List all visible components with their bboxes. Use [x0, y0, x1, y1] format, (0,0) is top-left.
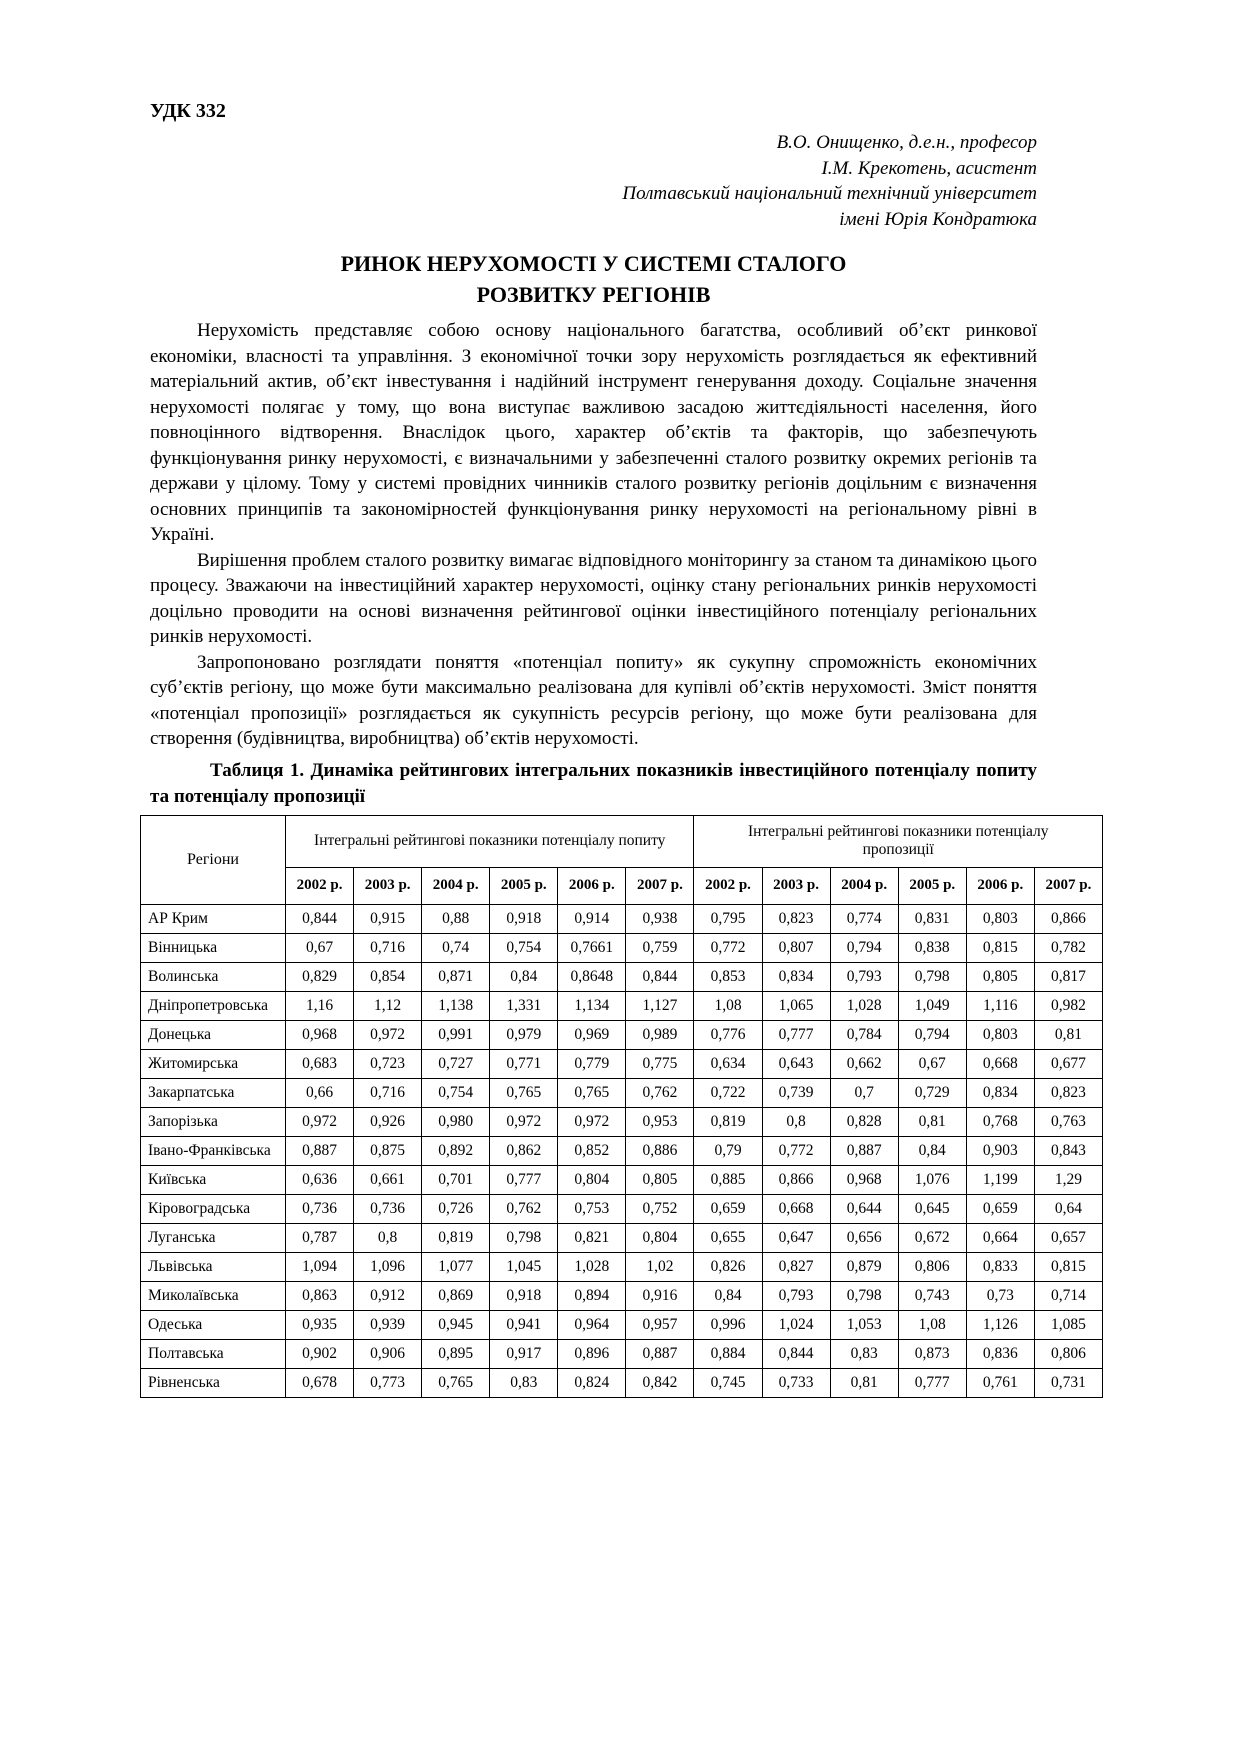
value-cell: 0,729: [898, 1078, 966, 1107]
value-cell: 0,84: [490, 962, 558, 991]
value-cell: 0,726: [422, 1194, 490, 1223]
value-cell: 0,938: [626, 904, 694, 933]
value-cell: 0,753: [558, 1194, 626, 1223]
value-cell: 0,74: [422, 933, 490, 962]
value-cell: 0,896: [558, 1339, 626, 1368]
value-cell: 0,915: [354, 904, 422, 933]
value-cell: 1,138: [422, 991, 490, 1020]
value-cell: 0,844: [762, 1339, 830, 1368]
region-cell: Полтавська: [141, 1339, 286, 1368]
value-cell: 0,823: [1034, 1078, 1102, 1107]
value-cell: 0,773: [354, 1368, 422, 1397]
value-cell: 1,12: [354, 991, 422, 1020]
year-header-cell: 2005 р.: [490, 867, 558, 904]
value-cell: 0,772: [762, 1136, 830, 1165]
value-cell: 1,065: [762, 991, 830, 1020]
value-cell: 0,643: [762, 1049, 830, 1078]
value-cell: 0,957: [626, 1310, 694, 1339]
value-cell: 0,982: [1034, 991, 1102, 1020]
table-row: [141, 1339, 1103, 1368]
value-cell: 0,996: [694, 1310, 762, 1339]
value-cell: 0,805: [626, 1165, 694, 1194]
table-row: [141, 1049, 1103, 1078]
value-cell: 0,916: [626, 1281, 694, 1310]
value-cell: 1,126: [966, 1310, 1034, 1339]
value-cell: 0,795: [694, 904, 762, 933]
value-cell: 0,935: [286, 1310, 354, 1339]
value-cell: 0,668: [966, 1049, 1034, 1078]
value-cell: 0,902: [286, 1339, 354, 1368]
value-cell: 0,81: [1034, 1020, 1102, 1049]
value-cell: 0,656: [830, 1223, 898, 1252]
value-cell: 0,79: [694, 1136, 762, 1165]
value-cell: 0,779: [558, 1049, 626, 1078]
value-cell: 0,752: [626, 1194, 694, 1223]
region-cell: Кіровоградська: [141, 1194, 286, 1223]
value-cell: 0,664: [966, 1223, 1034, 1252]
paper-title: [150, 248, 1037, 310]
value-cell: 0,918: [490, 1281, 558, 1310]
table-row: [141, 1252, 1103, 1281]
value-cell: 0,762: [490, 1194, 558, 1223]
value-cell: 0,805: [966, 962, 1034, 991]
year-header-cell: 2003 р.: [354, 867, 422, 904]
value-cell: 0,645: [898, 1194, 966, 1223]
value-cell: 0,678: [286, 1368, 354, 1397]
value-cell: 0,892: [422, 1136, 490, 1165]
byline: [150, 130, 1037, 232]
value-cell: 1,127: [626, 991, 694, 1020]
value-cell: 0,815: [1034, 1252, 1102, 1281]
value-cell: 0,866: [762, 1165, 830, 1194]
value-cell: 0,798: [898, 962, 966, 991]
value-cell: 1,094: [286, 1252, 354, 1281]
value-cell: 0,64: [1034, 1194, 1102, 1223]
value-cell: 0,701: [422, 1165, 490, 1194]
affiliation-line: імені Юрія Кондратюка: [839, 208, 1037, 230]
value-cell: 0,821: [558, 1223, 626, 1252]
value-cell: 0,731: [1034, 1368, 1102, 1397]
year-header-cell: 2005 р.: [898, 867, 966, 904]
paper-title-line-1: РИНОК НЕРУХОМОСТІ У СИСТЕМІ СТАЛОГО: [340, 251, 847, 276]
region-cell: Миколаївська: [141, 1281, 286, 1310]
year-header-cell: 2006 р.: [966, 867, 1034, 904]
value-cell: 0,677: [1034, 1049, 1102, 1078]
value-cell: 1,024: [762, 1310, 830, 1339]
value-cell: 0,759: [626, 933, 694, 962]
value-cell: 0,817: [1034, 962, 1102, 991]
value-cell: 0,736: [286, 1194, 354, 1223]
value-cell: 0,8: [762, 1107, 830, 1136]
value-cell: 0,804: [626, 1223, 694, 1252]
value-cell: 1,076: [898, 1165, 966, 1194]
value-cell: 1,049: [898, 991, 966, 1020]
value-cell: 0,895: [422, 1339, 490, 1368]
table-group-header-row: [141, 815, 1103, 867]
year-header-cell: 2004 р.: [830, 867, 898, 904]
value-cell: 0,941: [490, 1310, 558, 1339]
region-cell: АР Крим: [141, 904, 286, 933]
paragraph: Нерухомість представляє собою основу національного багатства, особливий об’єкт ринкової економіки, власності та управління. З економічної точки зору нерухомість розглядається як ефективний матеріальний актив, об’єкт інвестування і надійний інструмент генерування доходу. Соціальне значення нерухомості полягає у тому, що вона виступає важливою засадою життєдіяльності населення, його повноцінного відтворення. Внаслідок цього, характер об’єктів та факторів, що забезпечують функціонування ринку нерухомості, є визначальними у забезпеченні сталого розвитку окремих регіонів та держави у цілому. Тому у системі провідних чинників сталого розвитку регіонів доцільним є визначення основних принципів та закономірностей функціонування ринку нерухомості на регіональному рівні в Україні.: [150, 320, 1037, 545]
value-cell: 0,647: [762, 1223, 830, 1252]
value-cell: 0,972: [286, 1107, 354, 1136]
value-cell: 0,918: [490, 904, 558, 933]
value-cell: 0,765: [558, 1078, 626, 1107]
value-cell: 0,84: [694, 1281, 762, 1310]
value-cell: 0,939: [354, 1310, 422, 1339]
year-header-cell: 2004 р.: [422, 867, 490, 904]
value-cell: 0,815: [966, 933, 1034, 962]
region-cell: Львівська: [141, 1252, 286, 1281]
paragraph: Вирішення проблем сталого розвитку вимагає відповідного моніторингу за станом та динамікою цього процесу. Зважаючи на інвестиційний характер нерухомості, оцінку стану регіональних ринків нерухомості доцільно проводити на основі визначення рейтингової оцінки інвестиційного потенціалу регіональних ринків нерухомості.: [150, 549, 1037, 647]
region-cell: Вінницька: [141, 933, 286, 962]
value-cell: 0,831: [898, 904, 966, 933]
region-column-header: Регіони: [141, 815, 286, 904]
value-cell: 0,827: [762, 1252, 830, 1281]
value-cell: 0,736: [354, 1194, 422, 1223]
table-row: [141, 1165, 1103, 1194]
value-cell: 0,722: [694, 1078, 762, 1107]
value-cell: 0,662: [830, 1049, 898, 1078]
table-year-header-row: [141, 867, 1103, 904]
value-cell: 0,782: [1034, 933, 1102, 962]
year-header-cell: 2007 р.: [626, 867, 694, 904]
value-cell: 0,683: [286, 1049, 354, 1078]
value-cell: 0,886: [626, 1136, 694, 1165]
year-header-cell: 2006 р.: [558, 867, 626, 904]
value-cell: 0,968: [830, 1165, 898, 1194]
value-cell: 0,754: [490, 933, 558, 962]
value-cell: 0,8648: [558, 962, 626, 991]
value-cell: 0,972: [354, 1020, 422, 1049]
value-cell: 0,873: [898, 1339, 966, 1368]
year-header-cell: 2003 р.: [762, 867, 830, 904]
value-cell: 0,968: [286, 1020, 354, 1049]
year-header-cell: 2002 р.: [694, 867, 762, 904]
value-cell: 0,884: [694, 1339, 762, 1368]
value-cell: 1,08: [694, 991, 762, 1020]
value-cell: 0,866: [1034, 904, 1102, 933]
value-cell: 0,917: [490, 1339, 558, 1368]
value-cell: 1,08: [898, 1310, 966, 1339]
value-cell: 0,716: [354, 1078, 422, 1107]
value-cell: 0,887: [626, 1339, 694, 1368]
value-cell: 0,914: [558, 904, 626, 933]
table-row: [141, 904, 1103, 933]
value-cell: 0,668: [762, 1194, 830, 1223]
value-cell: 1,116: [966, 991, 1034, 1020]
region-cell: Закарпатська: [141, 1078, 286, 1107]
table-row: [141, 1310, 1103, 1339]
value-cell: 0,991: [422, 1020, 490, 1049]
value-cell: 0,73: [966, 1281, 1034, 1310]
value-cell: 0,7661: [558, 933, 626, 962]
value-cell: 1,29: [1034, 1165, 1102, 1194]
value-cell: 0,784: [830, 1020, 898, 1049]
value-cell: 0,871: [422, 962, 490, 991]
value-cell: 0,912: [354, 1281, 422, 1310]
year-header-cell: 2007 р.: [1034, 867, 1102, 904]
affiliation-line: Полтавський національний технічний університет: [622, 183, 1037, 204]
value-cell: 0,8: [354, 1223, 422, 1252]
value-cell: 0,655: [694, 1223, 762, 1252]
region-cell: Житомирська: [141, 1049, 286, 1078]
author-line: І.М. Крекотень, асистент: [821, 157, 1037, 179]
value-cell: 1,16: [286, 991, 354, 1020]
value-cell: 0,798: [490, 1223, 558, 1252]
table-row: [141, 1194, 1103, 1223]
value-cell: 0,989: [626, 1020, 694, 1049]
value-cell: 1,02: [626, 1252, 694, 1281]
value-cell: 0,634: [694, 1049, 762, 1078]
value-cell: 0,819: [694, 1107, 762, 1136]
value-cell: 0,727: [422, 1049, 490, 1078]
value-cell: 1,096: [354, 1252, 422, 1281]
value-cell: 0,661: [354, 1165, 422, 1194]
value-cell: 0,844: [286, 904, 354, 933]
value-cell: 0,777: [762, 1020, 830, 1049]
value-cell: 0,776: [694, 1020, 762, 1049]
value-cell: 0,894: [558, 1281, 626, 1310]
value-cell: 0,887: [830, 1136, 898, 1165]
value-cell: 0,853: [694, 962, 762, 991]
value-cell: 0,772: [694, 933, 762, 962]
value-cell: 0,875: [354, 1136, 422, 1165]
table-row: [141, 962, 1103, 991]
value-cell: 0,672: [898, 1223, 966, 1252]
value-cell: 1,053: [830, 1310, 898, 1339]
value-cell: 0,67: [286, 933, 354, 962]
region-cell: Луганська: [141, 1223, 286, 1252]
table-row: [141, 1020, 1103, 1049]
value-cell: 0,723: [354, 1049, 422, 1078]
value-cell: 0,972: [490, 1107, 558, 1136]
region-cell: Одеська: [141, 1310, 286, 1339]
value-cell: 0,88: [422, 904, 490, 933]
year-header-cell: 2002 р.: [286, 867, 354, 904]
value-cell: 1,085: [1034, 1310, 1102, 1339]
value-cell: 0,793: [830, 962, 898, 991]
value-cell: 0,854: [354, 962, 422, 991]
region-cell: Київська: [141, 1165, 286, 1194]
value-cell: 0,798: [830, 1281, 898, 1310]
value-cell: 0,733: [762, 1368, 830, 1397]
value-cell: 0,980: [422, 1107, 490, 1136]
value-cell: 0,926: [354, 1107, 422, 1136]
supply-group-header: Інтегральні рейтингові показники потенціалу пропозиції: [694, 815, 1103, 867]
value-cell: 0,84: [898, 1136, 966, 1165]
value-cell: 0,774: [830, 904, 898, 933]
value-cell: 0,834: [966, 1078, 1034, 1107]
value-cell: 0,824: [558, 1368, 626, 1397]
value-cell: 0,765: [490, 1078, 558, 1107]
demand-group-header: Інтегральні рейтингові показники потенціалу попиту: [286, 815, 694, 867]
value-cell: 0,807: [762, 933, 830, 962]
table-caption: Таблиця 1. Динаміка рейтингових інтегральних показників інвестиційного потенціалу попиту та потенціалу пропозиції: [150, 759, 1037, 807]
region-cell: Дніпропетровська: [141, 991, 286, 1020]
value-cell: 0,81: [830, 1368, 898, 1397]
value-cell: 0,964: [558, 1310, 626, 1339]
value-cell: 1,134: [558, 991, 626, 1020]
value-cell: 0,743: [898, 1281, 966, 1310]
value-cell: 0,765: [422, 1368, 490, 1397]
value-cell: 0,823: [762, 904, 830, 933]
value-cell: 0,887: [286, 1136, 354, 1165]
value-cell: 0,953: [626, 1107, 694, 1136]
value-cell: 0,775: [626, 1049, 694, 1078]
value-cell: 0,794: [898, 1020, 966, 1049]
value-cell: 0,714: [1034, 1281, 1102, 1310]
value-cell: 1,028: [830, 991, 898, 1020]
value-cell: 0,777: [490, 1165, 558, 1194]
value-cell: 0,819: [422, 1223, 490, 1252]
value-cell: 1,028: [558, 1252, 626, 1281]
value-cell: 0,761: [966, 1368, 1034, 1397]
value-cell: 0,777: [898, 1368, 966, 1397]
value-cell: 0,66: [286, 1078, 354, 1107]
value-cell: 0,869: [422, 1281, 490, 1310]
value-cell: 0,803: [966, 1020, 1034, 1049]
value-cell: 0,826: [694, 1252, 762, 1281]
table-row: [141, 1078, 1103, 1107]
value-cell: 0,969: [558, 1020, 626, 1049]
value-cell: 0,794: [830, 933, 898, 962]
region-cell: Волинська: [141, 962, 286, 991]
value-cell: 0,803: [966, 904, 1034, 933]
value-cell: 0,83: [830, 1339, 898, 1368]
table-row: [141, 1136, 1103, 1165]
value-cell: 0,754: [422, 1078, 490, 1107]
value-cell: 0,885: [694, 1165, 762, 1194]
value-cell: 0,7: [830, 1078, 898, 1107]
value-cell: 0,787: [286, 1223, 354, 1252]
value-cell: 0,834: [762, 962, 830, 991]
table-row: [141, 991, 1103, 1020]
value-cell: 0,843: [1034, 1136, 1102, 1165]
value-cell: 0,879: [830, 1252, 898, 1281]
body-text: [150, 318, 1037, 752]
value-cell: 0,67: [898, 1049, 966, 1078]
value-cell: 0,828: [830, 1107, 898, 1136]
value-cell: 0,945: [422, 1310, 490, 1339]
author-line: В.О. Онищенко, д.е.н., професор: [776, 132, 1037, 153]
value-cell: 0,659: [694, 1194, 762, 1223]
value-cell: 0,844: [626, 962, 694, 991]
value-cell: 0,763: [1034, 1107, 1102, 1136]
value-cell: 0,659: [966, 1194, 1034, 1223]
value-cell: 0,83: [490, 1368, 558, 1397]
table-row: [141, 1368, 1103, 1397]
value-cell: 0,793: [762, 1281, 830, 1310]
value-cell: 0,716: [354, 933, 422, 962]
value-cell: 0,806: [898, 1252, 966, 1281]
region-cell: Рівненська: [141, 1368, 286, 1397]
value-cell: 0,906: [354, 1339, 422, 1368]
value-cell: 0,842: [626, 1368, 694, 1397]
table-row: [141, 933, 1103, 962]
udc-code: УДК 332: [150, 100, 226, 122]
value-cell: 0,771: [490, 1049, 558, 1078]
value-cell: 1,331: [490, 991, 558, 1020]
value-cell: 1,045: [490, 1252, 558, 1281]
region-cell: Запорізька: [141, 1107, 286, 1136]
ratings-table: [140, 815, 1103, 1398]
value-cell: 0,903: [966, 1136, 1034, 1165]
value-cell: 0,636: [286, 1165, 354, 1194]
value-cell: 0,838: [898, 933, 966, 962]
value-cell: 0,81: [898, 1107, 966, 1136]
table-row: [141, 1107, 1103, 1136]
value-cell: 0,657: [1034, 1223, 1102, 1252]
table-row: [141, 1223, 1103, 1252]
value-cell: 0,762: [626, 1078, 694, 1107]
value-cell: 0,804: [558, 1165, 626, 1194]
region-cell: Івано-Франківська: [141, 1136, 286, 1165]
paragraph: Запропоновано розглядати поняття «потенціал попиту» як сукупну спроможність економічних суб’єктів регіону, що може бути максимально реалізована для купівлі об’єктів нерухомості. Зміст поняття «потенціал пропозиції» розглядається як сукупність ресурсів регіону, що може бути реалізована для створення (будівництва, виробництва) об’єктів нерухомості.: [150, 651, 1037, 749]
value-cell: 0,862: [490, 1136, 558, 1165]
value-cell: 0,979: [490, 1020, 558, 1049]
value-cell: 0,852: [558, 1136, 626, 1165]
value-cell: 0,836: [966, 1339, 1034, 1368]
table-row: [141, 1281, 1103, 1310]
value-cell: 0,745: [694, 1368, 762, 1397]
value-cell: 0,863: [286, 1281, 354, 1310]
value-cell: 0,806: [1034, 1339, 1102, 1368]
value-cell: 1,077: [422, 1252, 490, 1281]
value-cell: 1,199: [966, 1165, 1034, 1194]
value-cell: 0,829: [286, 962, 354, 991]
region-cell: Донецька: [141, 1020, 286, 1049]
value-cell: 0,644: [830, 1194, 898, 1223]
paper-title-line-2: РОЗВИТКУ РЕГІОНІВ: [476, 282, 711, 307]
value-cell: 0,768: [966, 1107, 1034, 1136]
value-cell: 0,739: [762, 1078, 830, 1107]
value-cell: 0,972: [558, 1107, 626, 1136]
value-cell: 0,833: [966, 1252, 1034, 1281]
